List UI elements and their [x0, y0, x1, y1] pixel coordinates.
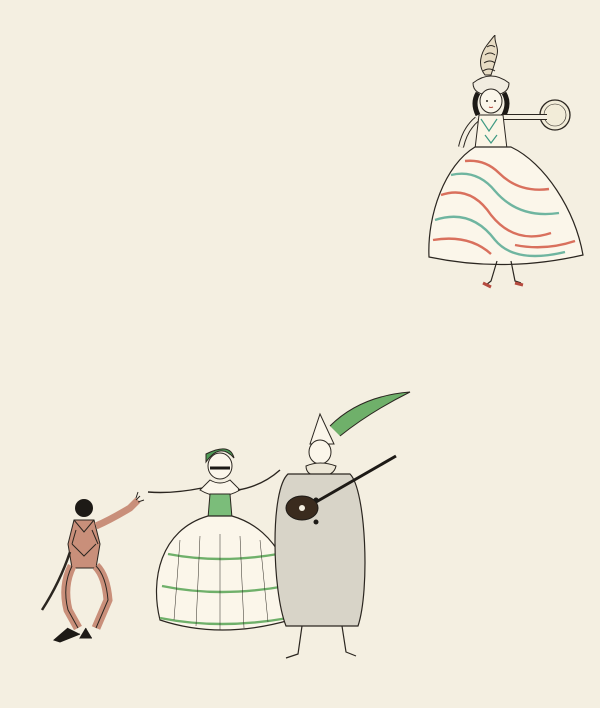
commedia-dancers-illustration [40, 390, 420, 665]
colombine [148, 449, 292, 630]
striped-skirt [429, 147, 583, 265]
harlequin [42, 492, 144, 642]
pierrot [275, 392, 410, 658]
face [480, 89, 502, 113]
turban-plume [481, 35, 498, 75]
tambourine-dancer-illustration [415, 35, 590, 300]
